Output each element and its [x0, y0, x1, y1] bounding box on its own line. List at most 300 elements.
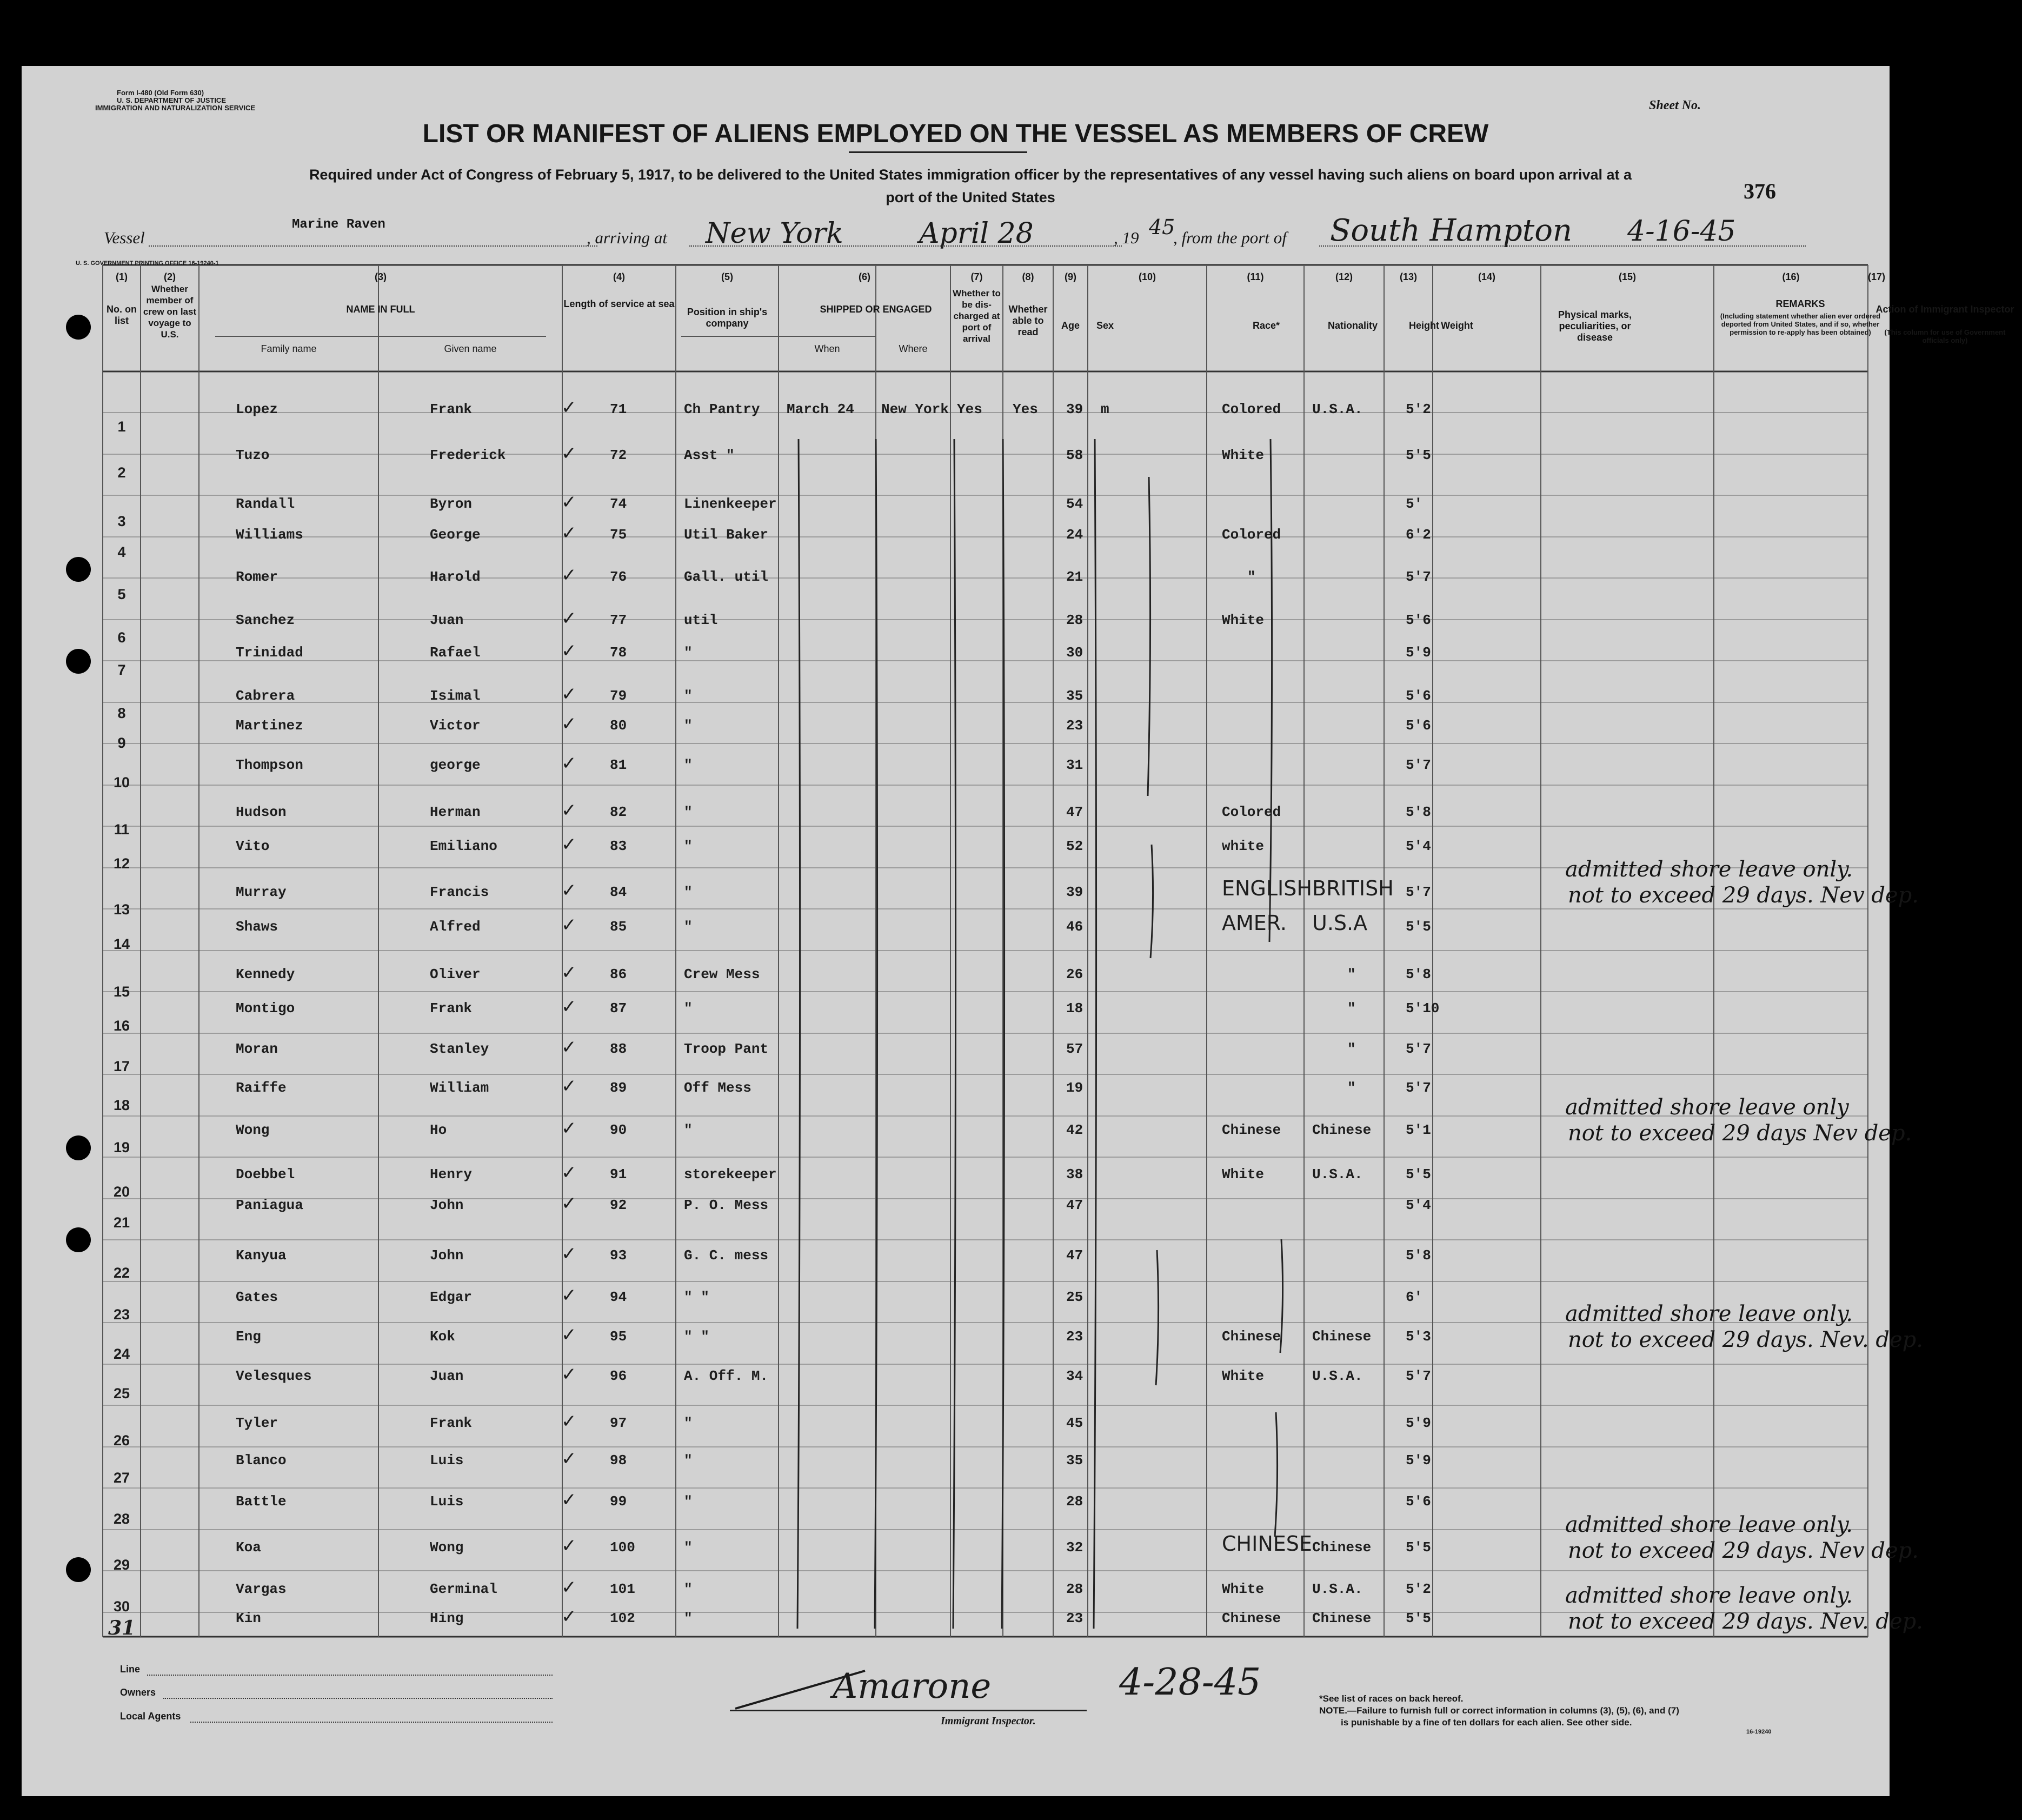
height-cell: 5'7 — [1406, 757, 1431, 773]
header-shipped-when: When — [814, 343, 840, 354]
age-cell: 35 — [1066, 1452, 1083, 1469]
row-number: 10 — [113, 774, 130, 791]
given-name-cell: Francis — [430, 884, 489, 900]
given-name-cell: Victor — [430, 718, 481, 734]
race-cell: AMER. — [1222, 911, 1287, 935]
service-cell: 101 — [610, 1581, 635, 1597]
arriving-port: New York — [706, 217, 843, 250]
height-cell: 5'10 — [1406, 1000, 1440, 1017]
family-name-cell: Murray — [236, 884, 287, 900]
form-id: Form I-480 (Old Form 630) — [117, 89, 204, 97]
race-cell: White — [1222, 1368, 1265, 1384]
age-cell: 46 — [1066, 919, 1083, 935]
given-name-cell: Juan — [430, 1368, 464, 1384]
header-position: Position in ship's company — [687, 307, 768, 329]
race-cell: White — [1222, 447, 1265, 463]
given-name-cell: Stanley — [430, 1041, 489, 1057]
height-cell: 5'6 — [1406, 718, 1431, 734]
height-cell: 5'6 — [1406, 1493, 1431, 1510]
check-mark-icon: ✓ — [561, 683, 577, 705]
row-number: 7 — [117, 662, 126, 678]
page-subtitle — [119, 163, 1822, 209]
family-name-cell: Cabrera — [236, 688, 295, 704]
given-name-cell: Juan — [430, 612, 464, 628]
height-cell: 5'8 — [1406, 804, 1431, 820]
header-no-on-list: No. on list — [107, 304, 137, 326]
given-name-cell: Frank — [430, 1000, 473, 1017]
remark-line: admitted shore leave only. — [1565, 857, 1853, 882]
family-name-cell: Montigo — [236, 1000, 295, 1017]
check-mark-icon: ✓ — [561, 1324, 577, 1346]
header-length-of-service: Length of service at sea — [563, 298, 675, 309]
row-number: 13 — [113, 901, 130, 918]
header-sex: Sex — [1096, 320, 1114, 331]
given-name-cell: Frank — [430, 1415, 473, 1431]
check-mark-icon: ✓ — [561, 1364, 577, 1385]
manifest-sheet — [22, 66, 2014, 1796]
age-cell: 30 — [1066, 645, 1083, 661]
row-number: 21 — [113, 1214, 130, 1231]
nationality-cell: " — [1347, 966, 1356, 982]
position-cell: " — [684, 919, 693, 935]
given-name-cell: Harold — [430, 569, 481, 585]
binder-hole — [66, 649, 91, 674]
service-cell: 93 — [610, 1247, 627, 1264]
remark-line: not to exceed 29 days. Nev dep. — [1568, 1538, 1919, 1563]
column-number-14: (14) — [1478, 271, 1495, 282]
binder-hole — [66, 1135, 91, 1160]
service-cell: 94 — [610, 1289, 627, 1305]
form-code: 16-19240 — [1746, 1729, 1772, 1735]
age-cell: 47 — [1066, 1247, 1083, 1264]
race-cell: Chinese — [1222, 1610, 1281, 1626]
race-cell: Chinese — [1222, 1122, 1281, 1138]
given-name-cell: George — [430, 527, 481, 543]
nationality-cell: Chinese — [1312, 1329, 1372, 1345]
age-cell: 35 — [1066, 688, 1083, 704]
age-cell: 34 — [1066, 1368, 1083, 1384]
position-cell: " — [684, 645, 693, 661]
check-mark-icon: ✓ — [561, 1535, 577, 1557]
column-number-7: (7) — [970, 271, 983, 282]
family-name-cell: Lopez — [236, 401, 278, 417]
given-name-cell: george — [430, 757, 481, 773]
owners-label: Owners — [120, 1687, 156, 1698]
height-cell: 5'4 — [1406, 838, 1431, 854]
column-number-8: (8) — [1022, 271, 1034, 282]
service-cell: 77 — [610, 612, 627, 628]
age-cell: 52 — [1066, 838, 1083, 854]
service-cell: 76 — [610, 569, 627, 585]
position-cell: Gall. util — [684, 569, 769, 585]
age-cell: 38 — [1066, 1166, 1083, 1183]
check-mark-icon: ✓ — [561, 491, 577, 513]
service-cell: 74 — [610, 496, 627, 512]
service-cell: 102 — [610, 1610, 635, 1626]
age-cell: 28 — [1066, 1581, 1083, 1597]
service-cell: 72 — [610, 447, 627, 463]
age-cell: 45 — [1066, 1415, 1083, 1431]
row-number: 30 — [113, 1598, 130, 1615]
row-number: 16 — [113, 1018, 130, 1034]
column-number-17: (17) — [1868, 271, 1886, 282]
race-cell: White — [1222, 612, 1265, 628]
service-cell: 87 — [610, 1000, 627, 1017]
service-cell: 79 — [610, 688, 627, 704]
age-cell: 23 — [1066, 1329, 1083, 1345]
local-agents-label: Local Agents — [120, 1711, 181, 1722]
column-number-2: (2) — [164, 271, 176, 282]
height-cell: 5'5 — [1406, 447, 1431, 463]
height-cell: 5'1 — [1406, 1122, 1431, 1138]
service-cell: 89 — [610, 1080, 627, 1096]
service-cell: 71 — [610, 401, 627, 417]
family-name-cell: Thompson — [236, 757, 303, 773]
header-shipped-where: Where — [899, 343, 928, 354]
vessel-name: Marine Raven — [292, 217, 385, 232]
family-name-cell: Randall — [236, 496, 295, 512]
race-cell: ENGLISH — [1222, 876, 1312, 900]
ditto-line-nationality-upper — [1269, 439, 1272, 942]
age-cell: 47 — [1066, 1197, 1083, 1213]
binder-hole — [66, 557, 91, 582]
shipped-where-cell: New York — [881, 401, 949, 417]
age-cell: 39 — [1066, 884, 1083, 900]
position-cell: " — [684, 1493, 693, 1510]
family-name-cell: Vito — [236, 838, 270, 854]
column-number-10: (10) — [1138, 271, 1156, 282]
header-remarks-note: (Including statement whether alien ever ordered deported from United States, and if so, whether permission to re-apply has been obtained) — [1720, 312, 1881, 336]
departure-date: 4-16-45 — [1627, 215, 1736, 248]
family-name-cell: Velesques — [236, 1368, 312, 1384]
height-cell: 5'5 — [1406, 1539, 1431, 1556]
age-cell: 23 — [1066, 1610, 1083, 1626]
family-name-cell: Tuzo — [236, 447, 270, 463]
ditto-line-discharged — [953, 439, 956, 1629]
family-name-cell: Koa — [236, 1539, 261, 1556]
header-given-name: Given name — [444, 343, 497, 354]
family-name-cell: Trinidad — [236, 645, 303, 661]
height-cell: 6'2 — [1406, 527, 1431, 543]
year-prefix: , 19 — [1114, 228, 1139, 247]
arriving-underline — [689, 245, 1122, 247]
race-cell: white — [1222, 838, 1265, 854]
family-name-cell: Battle — [236, 1493, 287, 1510]
family-name-cell: Tyler — [236, 1415, 278, 1431]
check-mark-icon: ✓ — [561, 1193, 577, 1214]
check-mark-icon: ✓ — [561, 1243, 577, 1265]
height-cell: 5'9 — [1406, 1415, 1431, 1431]
service-cell: 78 — [610, 645, 627, 661]
check-mark-icon: ✓ — [561, 1037, 577, 1058]
position-cell: " — [684, 1539, 693, 1556]
row-number: 9 — [117, 735, 126, 751]
height-cell: 5'7 — [1406, 884, 1431, 900]
given-name-cell: Emiliano — [430, 838, 497, 854]
row-number: 20 — [113, 1184, 130, 1200]
race-cell: Colored — [1222, 804, 1281, 820]
family-name-cell: Moran — [236, 1041, 278, 1057]
note-line-1: NOTE.—Failure to furnish full or correct information in columns (3), (5), (6), and (7) — [1319, 1705, 1679, 1716]
arrival-date: April 28 — [919, 217, 1034, 250]
family-name-cell: Kennedy — [236, 966, 295, 982]
line-underline — [147, 1675, 553, 1676]
header-remarks: REMARKS — [1775, 298, 1825, 309]
check-mark-icon: ✓ — [561, 713, 577, 735]
nationality-cell: Chinese — [1312, 1610, 1372, 1626]
given-name-cell: Luis — [430, 1452, 464, 1469]
row-number: 2 — [117, 464, 126, 481]
title-underline — [849, 151, 1027, 153]
position-cell: P. O. Mess — [684, 1197, 769, 1213]
header-age: Age — [1061, 320, 1080, 331]
position-cell: A. Off. M. — [684, 1368, 769, 1384]
ditto-line-sex — [1094, 439, 1096, 1629]
age-cell: 26 — [1066, 966, 1083, 982]
line-label: Line — [120, 1664, 141, 1675]
row-number: 4 — [117, 544, 126, 560]
age-cell: 23 — [1066, 718, 1083, 734]
given-name-cell: William — [430, 1080, 489, 1096]
family-name-cell: Williams — [236, 527, 303, 543]
nationality-cell: U.S.A. — [1312, 1368, 1363, 1384]
vessel-label: Vessel — [104, 228, 145, 247]
position-cell: " — [684, 1452, 693, 1469]
check-mark-icon: ✓ — [561, 996, 577, 1018]
family-name-cell: Wong — [236, 1122, 270, 1138]
header-shipped-or-engaged: SHIPPED OR ENGAGED — [820, 304, 932, 315]
position-cell: Crew Mess — [684, 966, 760, 982]
check-mark-icon: ✓ — [561, 397, 577, 419]
service-cell: 91 — [610, 1166, 627, 1183]
position-cell: " — [684, 757, 693, 773]
header-weight: Weight — [1441, 320, 1473, 331]
service-cell: 84 — [610, 884, 627, 900]
position-cell: " — [684, 1000, 693, 1017]
remark-line: admitted shore leave only — [1565, 1095, 1849, 1120]
height-cell: 5'5 — [1406, 919, 1431, 935]
check-mark-icon: ✓ — [561, 880, 577, 901]
given-name-cell: Rafael — [430, 645, 481, 661]
check-mark-icon: ✓ — [561, 914, 577, 936]
position-cell: Asst " — [684, 447, 735, 463]
height-cell: 5'8 — [1406, 966, 1431, 982]
position-cell: Linenkeeper — [684, 496, 777, 512]
height-cell: 5'9 — [1406, 645, 1431, 661]
family-name-cell: Martinez — [236, 718, 303, 734]
family-name-cell: Eng — [236, 1329, 261, 1345]
header-action-note: (This column for use of Government officials only) — [1884, 328, 2006, 344]
height-cell: 5'5 — [1406, 1610, 1431, 1626]
row-number: 12 — [113, 855, 130, 872]
local-agents-underline — [190, 1722, 553, 1723]
family-name-cell: Sanchez — [236, 612, 295, 628]
position-cell: " — [684, 1610, 693, 1626]
age-cell: 32 — [1066, 1539, 1083, 1556]
given-name-cell: Frederick — [430, 447, 506, 463]
race-cell: CHINESE — [1222, 1532, 1312, 1556]
service-cell: 82 — [610, 804, 627, 820]
family-name-cell: Kin — [236, 1610, 261, 1626]
check-mark-icon: ✓ — [561, 640, 577, 662]
given-name-cell: Wong — [430, 1539, 464, 1556]
check-mark-icon: ✓ — [561, 1411, 577, 1432]
height-cell: 5'7 — [1406, 1041, 1431, 1057]
family-name-cell: Kanyua — [236, 1247, 287, 1264]
row-number: 29 — [113, 1557, 130, 1573]
header-action-of-inspector: Action of Immigrant Inspector — [1875, 304, 2014, 315]
service-cell: 98 — [610, 1452, 627, 1469]
row-number: 6 — [117, 629, 126, 646]
signature-flourish — [730, 1666, 870, 1715]
row-number: 23 — [113, 1306, 130, 1323]
position-cell: " " — [684, 1289, 709, 1305]
header-height: Height — [1409, 320, 1439, 331]
check-mark-icon: ✓ — [561, 800, 577, 821]
service-cell: 85 — [610, 919, 627, 935]
age-cell: 31 — [1066, 757, 1083, 773]
remark-line: admitted shore leave only. — [1565, 1301, 1853, 1326]
column-number-9: (9) — [1065, 271, 1076, 282]
year-suffix: 45 — [1149, 215, 1175, 239]
given-name-cell: Germinal — [430, 1581, 497, 1597]
row-number: 24 — [113, 1346, 130, 1362]
shipped-when-cell: March 24 — [787, 401, 854, 417]
column-number-1: (1) — [116, 271, 128, 282]
column-number-3: (3) — [375, 271, 387, 282]
from-port: South Hampton — [1330, 213, 1572, 248]
height-cell: 5'2 — [1406, 1581, 1431, 1597]
nationality-cell: " — [1347, 1080, 1356, 1096]
check-mark-icon: ✓ — [561, 1489, 577, 1511]
race-cell: White — [1222, 1581, 1265, 1597]
ditto-line-race-upper — [1148, 477, 1150, 796]
position-cell: " — [684, 804, 693, 820]
age-cell: 57 — [1066, 1041, 1083, 1057]
given-name-cell: Henry — [430, 1166, 473, 1183]
age-cell: 28 — [1066, 1493, 1083, 1510]
age-cell: 42 — [1066, 1122, 1083, 1138]
family-name-cell: Romer — [236, 569, 278, 585]
height-cell: 5'4 — [1406, 1197, 1431, 1213]
header-race: Race* — [1252, 320, 1280, 331]
service-name: IMMIGRATION AND NATURALIZATION SERVICE — [95, 104, 256, 112]
position-cell: " — [684, 1415, 693, 1431]
arriving-label: , arriving at — [587, 228, 667, 247]
ditto-line-shipped-when — [797, 439, 800, 1629]
row-number: 18 — [113, 1097, 130, 1113]
from-port-underline — [1319, 245, 1806, 247]
check-mark-icon: ✓ — [561, 1285, 577, 1306]
row-number: 17 — [113, 1058, 130, 1074]
nationality-cell: Chinese — [1312, 1122, 1372, 1138]
check-mark-icon: ✓ — [561, 443, 577, 464]
printing-office: U. S. GOVERNMENT PRINTING OFFICE 16-19240-1 — [76, 260, 219, 267]
given-name-cell: Ho — [430, 1122, 447, 1138]
given-name-cell: John — [430, 1197, 464, 1213]
binder-hole — [66, 1227, 91, 1252]
family-name-cell: Hudson — [236, 804, 287, 820]
position-cell: G. C. mess — [684, 1247, 769, 1264]
given-name-cell: Isimal — [430, 688, 481, 704]
header-physical-marks: Physical marks, peculiarities, or disease — [1558, 309, 1632, 343]
race-cell: White — [1222, 1166, 1265, 1183]
height-cell: 5'7 — [1406, 1080, 1431, 1096]
header-last-voyage: Whether member of crew on last voyage to U.S. — [143, 284, 197, 340]
sex-cell: m — [1101, 401, 1109, 417]
nationality-cell: U.S.A — [1312, 911, 1368, 935]
nationality-cell: " — [1347, 1041, 1356, 1057]
service-cell: 83 — [610, 838, 627, 854]
nationality-cell: BRITISH — [1312, 876, 1394, 900]
nationality-cell: U.S.A. — [1312, 1581, 1363, 1597]
service-cell: 97 — [610, 1415, 627, 1431]
column-number-6: (6) — [859, 271, 870, 282]
row-number: 1 — [117, 419, 126, 435]
given-name-cell: Hing — [430, 1610, 464, 1626]
nationality-cell: U.S.A. — [1312, 401, 1363, 417]
binder-hole — [66, 1557, 91, 1582]
inspector-label: Immigrant Inspector. — [941, 1715, 1036, 1727]
row-number: 14 — [113, 936, 130, 952]
service-cell: 81 — [610, 757, 627, 773]
given-name-cell: Alfred — [430, 919, 481, 935]
height-cell: 5'2 — [1406, 401, 1431, 417]
remark-line: not to exceed 29 days. Nev. dep. — [1568, 1327, 1923, 1352]
given-name-cell: Kok — [430, 1329, 455, 1345]
given-name-cell: Oliver — [430, 966, 481, 982]
height-cell: 5'5 — [1406, 1166, 1431, 1183]
remark-line: admitted shore leave only. — [1565, 1512, 1853, 1537]
position-cell: " — [684, 838, 693, 854]
header-able-to-read: Whether able to read — [1008, 304, 1048, 337]
race-cell: Colored — [1222, 527, 1281, 543]
check-mark-icon: ✓ — [561, 564, 577, 586]
binder-hole — [66, 315, 91, 340]
check-mark-icon: ✓ — [561, 753, 577, 774]
check-mark-icon: ✓ — [561, 522, 577, 544]
service-cell: 88 — [610, 1041, 627, 1057]
position-cell: " — [684, 688, 693, 704]
from-port-label: , from the port of — [1173, 228, 1287, 247]
position-cell: Off Mess — [684, 1080, 751, 1096]
position-cell: " — [684, 718, 693, 734]
age-cell: 54 — [1066, 496, 1083, 512]
row-number: 28 — [113, 1511, 130, 1527]
column-number-13: (13) — [1399, 271, 1417, 282]
race-cell: Colored — [1222, 401, 1281, 417]
height-cell: 5'9 — [1406, 1452, 1431, 1469]
inspector-signature: Amarone — [833, 1666, 992, 1706]
column-number-5: (5) — [721, 271, 733, 282]
position-cell: util — [684, 612, 718, 628]
check-mark-icon: ✓ — [561, 1577, 577, 1598]
family-name-cell: Gates — [236, 1289, 278, 1305]
remark-line: admitted shore leave only. — [1565, 1583, 1853, 1608]
check-mark-icon: ✓ — [561, 1606, 577, 1628]
ditto-line-race-middle — [1150, 845, 1153, 958]
row-number: 15 — [113, 984, 130, 1000]
header-nationality: Nationality — [1327, 320, 1378, 331]
height-cell: 5'8 — [1406, 1247, 1431, 1264]
remark-line: not to exceed 29 days. Nev. dep. — [1568, 1609, 1923, 1634]
check-mark-icon: ✓ — [561, 608, 577, 629]
nationality-cell: U.S.A. — [1312, 1166, 1363, 1183]
position-cell: storekeeper — [684, 1166, 777, 1183]
header-discharged: Whether to be dis-charged at port of arrival — [953, 288, 1001, 344]
height-cell: 5' — [1406, 496, 1423, 512]
service-cell: 75 — [610, 527, 627, 543]
